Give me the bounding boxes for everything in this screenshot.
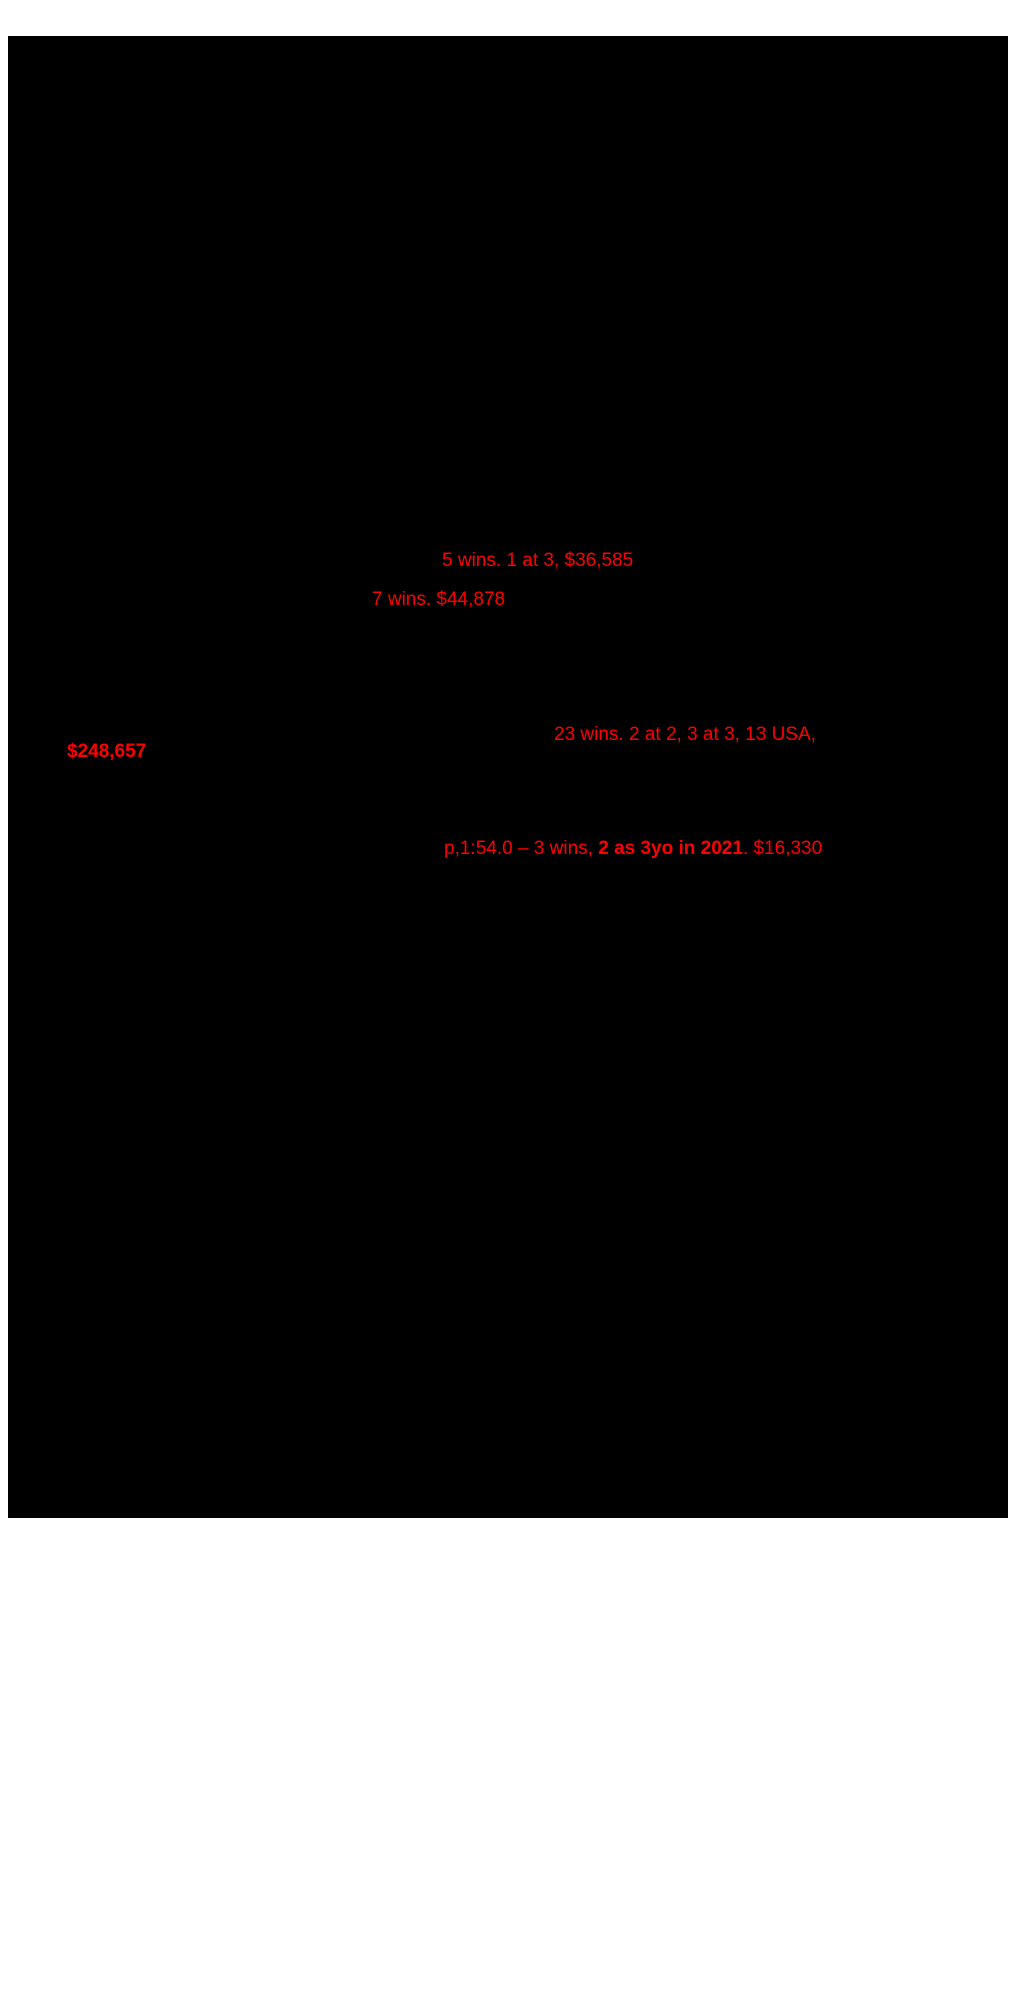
record-suffix: . $16,330 bbox=[742, 838, 823, 859]
pedigree-earnings-total: $248,657 bbox=[67, 741, 147, 762]
pedigree-line-wins-5: 5 wins. 1 at 3, $36,585 bbox=[442, 550, 634, 571]
pedigree-line-wins-7: 7 wins. $44,878 bbox=[372, 589, 506, 610]
record-highlight: 2 as 3yo in 2021 bbox=[598, 838, 743, 859]
record-prefix: p,1:54.0 – 3 wins, bbox=[444, 838, 599, 859]
pedigree-race-record-line bbox=[444, 838, 822, 860]
black-content-panel bbox=[8, 36, 1008, 1518]
pedigree-line-wins-23: 23 wins. 2 at 2, 3 at 3, 13 USA, bbox=[554, 724, 816, 745]
